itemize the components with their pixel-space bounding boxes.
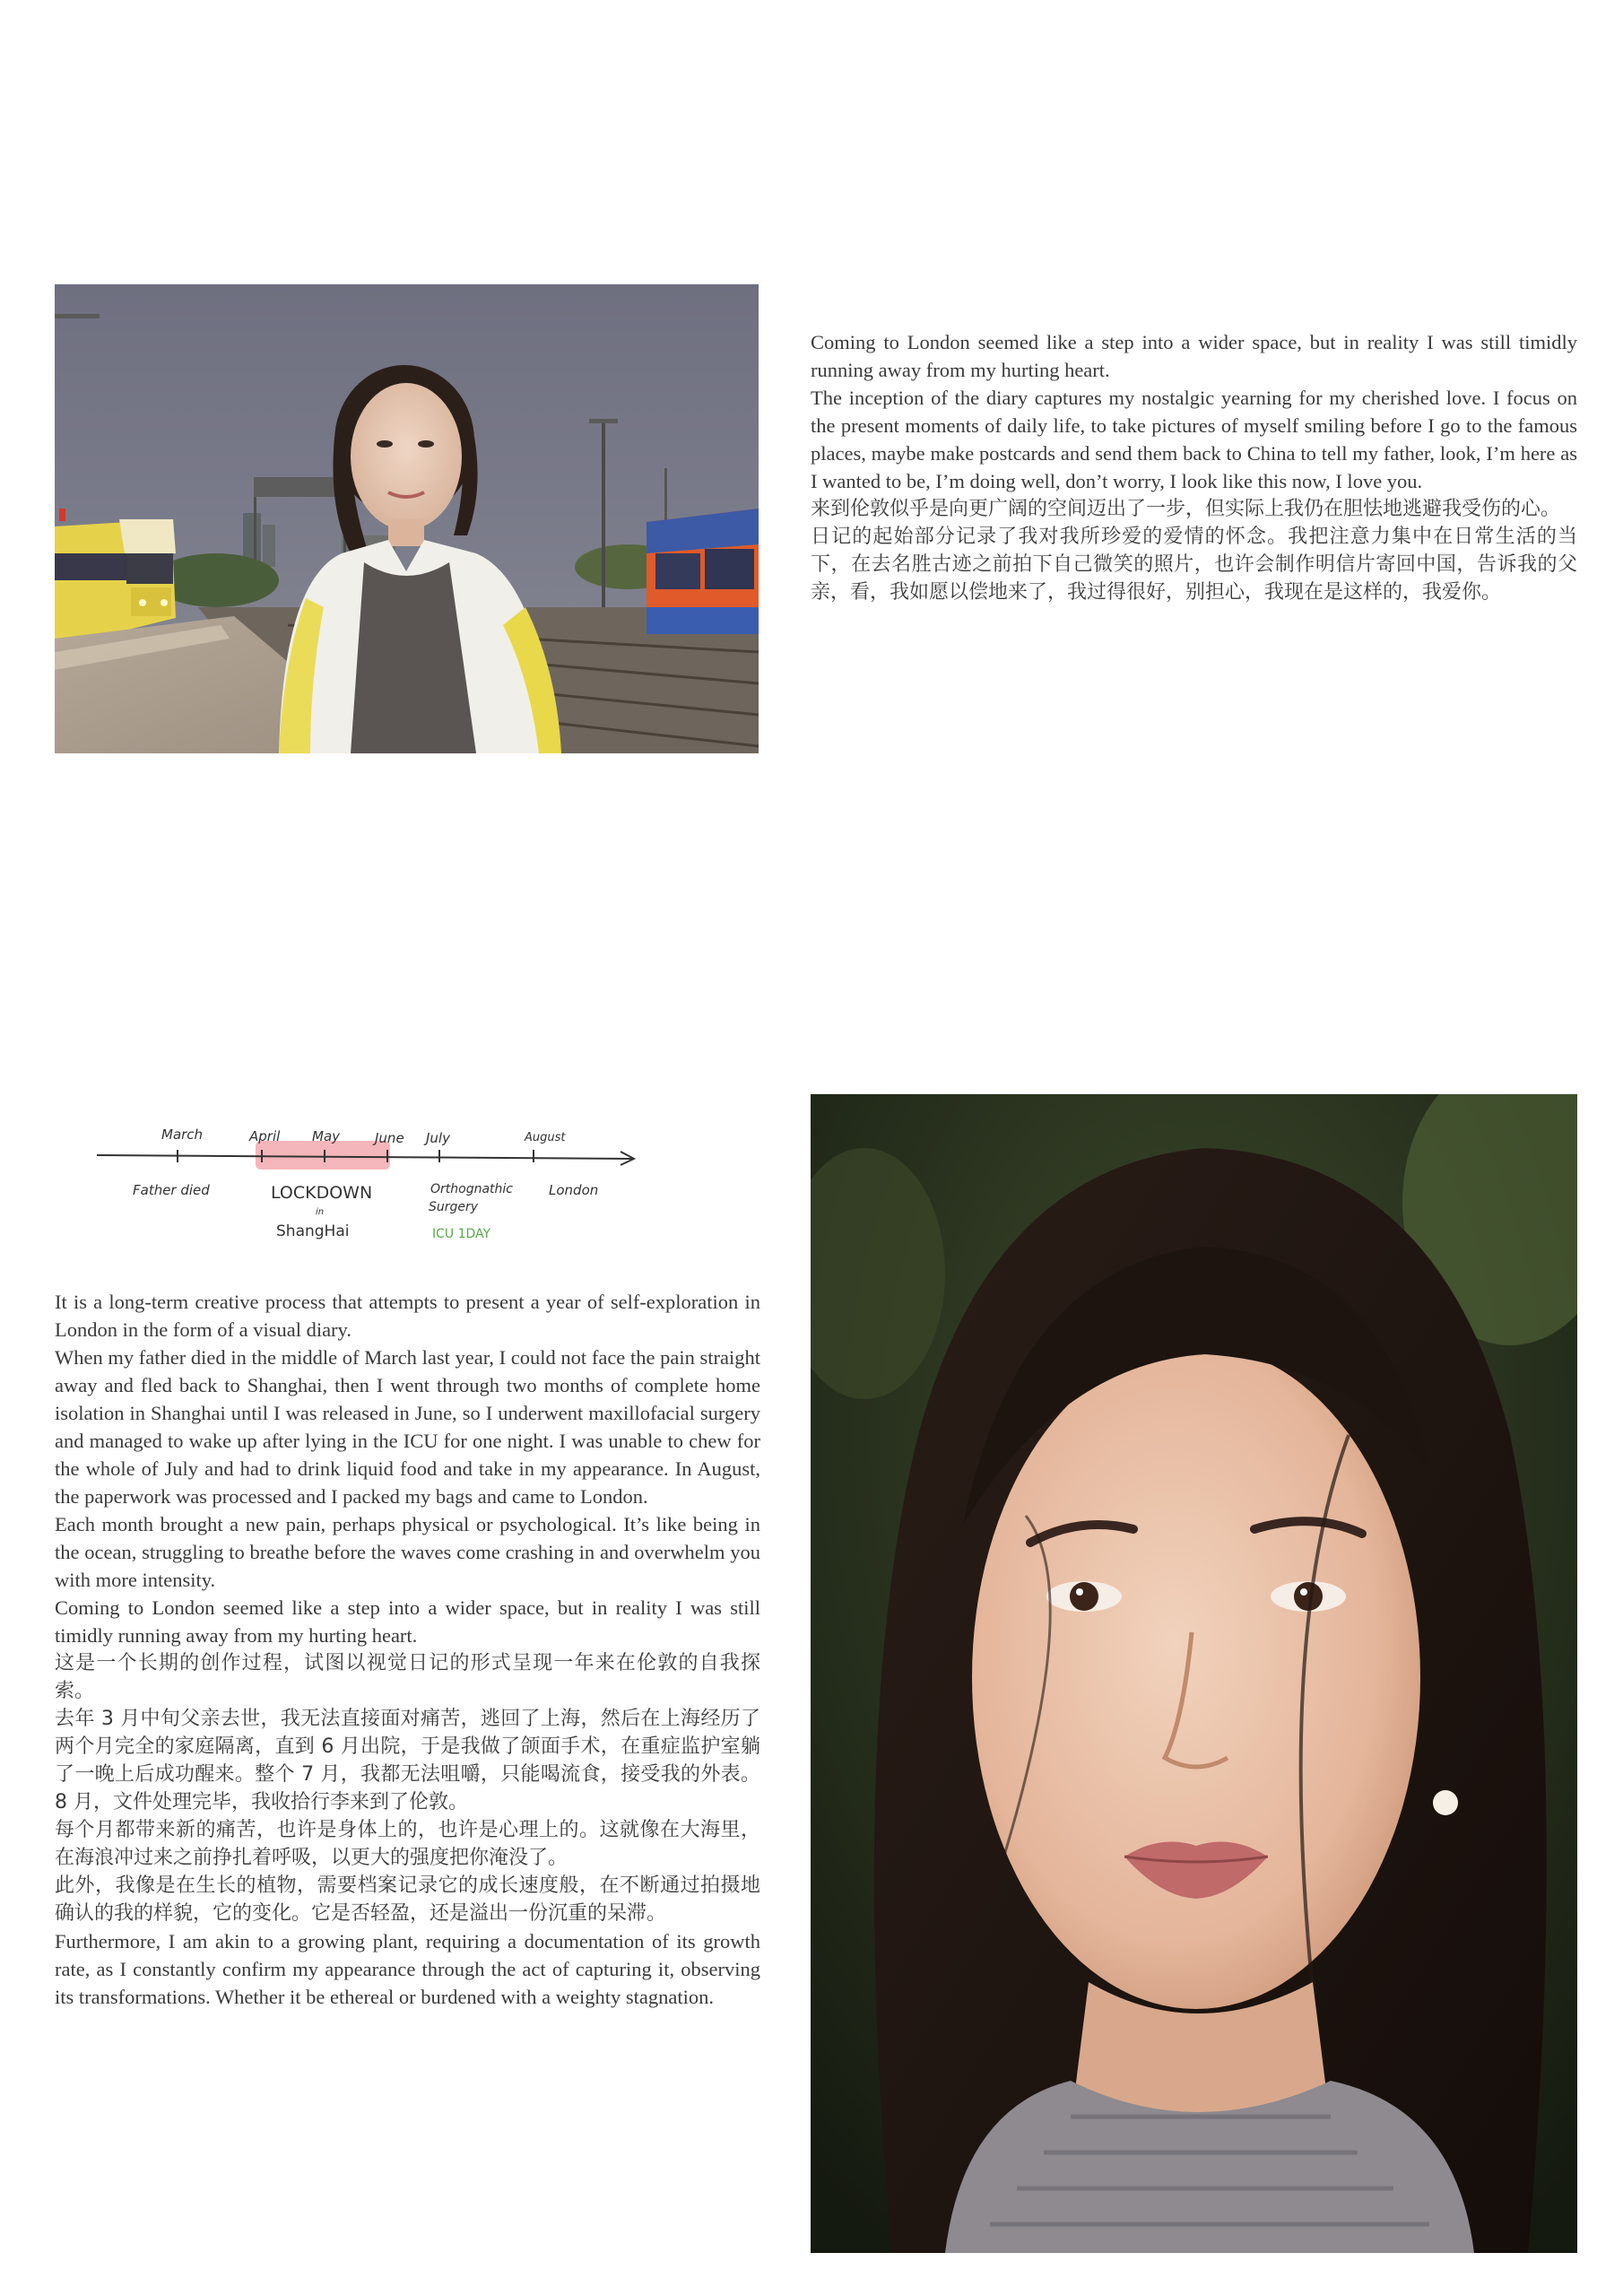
month-june: June <box>375 1130 404 1146</box>
top-paragraph-2: The inception of the diary captures my nostalgic yearning for my cherished love. I focus on the present moments of daily life, to take pictures of myself smiling before I go to the famous places, maybe make postcards and send them back to China to tell my father, look, I’m here as I wanted to be, I’m doing well, don’t worry, I look like this now, I love you. <box>811 387 1577 492</box>
top-paragraph-1: Coming to London seemed like a step into a wider space, but in reality I was still timidly running away from my hurting heart. <box>811 331 1577 381</box>
top-paragraph-4-zh: 日记的起始部分记录了我对我所珍爱的爱情的怀念。我把注意力集中在日常生活的当下，在去名胜古迹之前拍下自己微笑的照片，也许会制作明信片寄回中国，告诉我的父亲，看，我如愿以偿地来了，我过得很好，别担心，我现在是这样的，我爱你。 <box>811 526 1577 604</box>
event-lockdown-in: in <box>316 1207 325 1217</box>
event-icu: ICU 1DAY <box>432 1227 491 1241</box>
bottom-paragraph-2: When my father died in the middle of March last year, I could not face the pain straight away and fled back to Shanghai, then I went through two months of complete home isolation in Shanghai until I was released in June, so I underwent maxillofacial surgery and managed to wake up after lying in the ICU for one night. I was unable to chew for the whole of July and had to drink liquid food and take in my appearance. In August, the paperwork was processed and I packed my bags and came to London. <box>55 1346 760 1508</box>
station-portrait-photo <box>55 284 759 753</box>
event-surgery-line2: Surgery <box>429 1200 479 1214</box>
bottom-text-block <box>55 1288 760 2011</box>
bottom-paragraph-6-zh: 去年 3 月中旬父亲去世，我无法直接面对痛苦，逃回了上海，然后在上海经历了两个月完全的家庭隔离，直到 6 月出院，于是我做了颌面手术，在重症监护室躺了一晚上后成功醒来。整个 7 月，我都无法咀嚼，只能喝流食，接受我的外表。8 月，文件处理完毕，我收拾行李来到了伦敦。 <box>55 1708 760 1813</box>
timeline-sketch <box>90 1121 646 1265</box>
bottom-paragraph-9: Furthermore, I am akin to a growing plant, requiring a documentation of its growth rate, as I constantly confirm my appearance through the act of capturing it, observing its transformations. Whether it be ethereal or burdened with a weighty stagnation. <box>55 1930 760 2008</box>
event-shanghai: ShangHai <box>276 1222 350 1240</box>
bottom-paragraph-8-zh: 此外，我像是在生长的植物，需要档案记录它的成长速度般，在不断通过拍摄地确认的我的样貌，它的变化。它是否轻盈，还是溢出一份沉重的呆滞。 <box>55 1874 760 1925</box>
event-lockdown: LOCKDOWN <box>271 1183 373 1203</box>
month-march: March <box>161 1126 204 1143</box>
month-july: July <box>426 1130 450 1146</box>
month-may: May <box>312 1128 341 1144</box>
top-paragraph-3-zh: 来到伦敦似乎是向更广阔的空间迈出了一步，但实际上我仍在胆怯地逃避我受伤的心。 <box>811 498 1561 520</box>
month-august: August <box>525 1131 566 1144</box>
bottom-paragraph-7-zh: 每个月都带来新的痛苦，也许是身体上的，也许是心理上的。这就像在大海里，在海浪冲过来之前挣扎着呼吸，以更大的强度把你淹没了。 <box>55 1819 760 1869</box>
event-surgery-line1: Orthognathic <box>430 1182 513 1196</box>
event-father-died: Father died <box>133 1182 210 1198</box>
bottom-paragraph-3: Each month brought a new pain, perhaps physical or psychological. It’s like being in the ocean, struggling to breathe before the waves come crashing in and overwhelm you with more intensity. <box>55 1513 760 1591</box>
event-london: London <box>549 1182 599 1198</box>
bottom-paragraph-4: Coming to London seemed like a step into a wider space, but in reality I was still timidly running away from my hurting heart. <box>55 1596 760 1647</box>
closeup-portrait-photo <box>811 1094 1577 2253</box>
lockdown-highlight <box>256 1141 390 1170</box>
month-april: April <box>249 1128 281 1144</box>
top-text-block <box>811 328 1577 606</box>
bottom-paragraph-5-zh: 这是一个长期的创作过程，试图以视觉日记的形式呈现一年来在伦敦的自我探索。 <box>55 1652 760 1702</box>
bottom-paragraph-1: It is a long-term creative process that attempts to present a year of self-exploration in London in the form of a visual diary. <box>55 1291 760 1341</box>
